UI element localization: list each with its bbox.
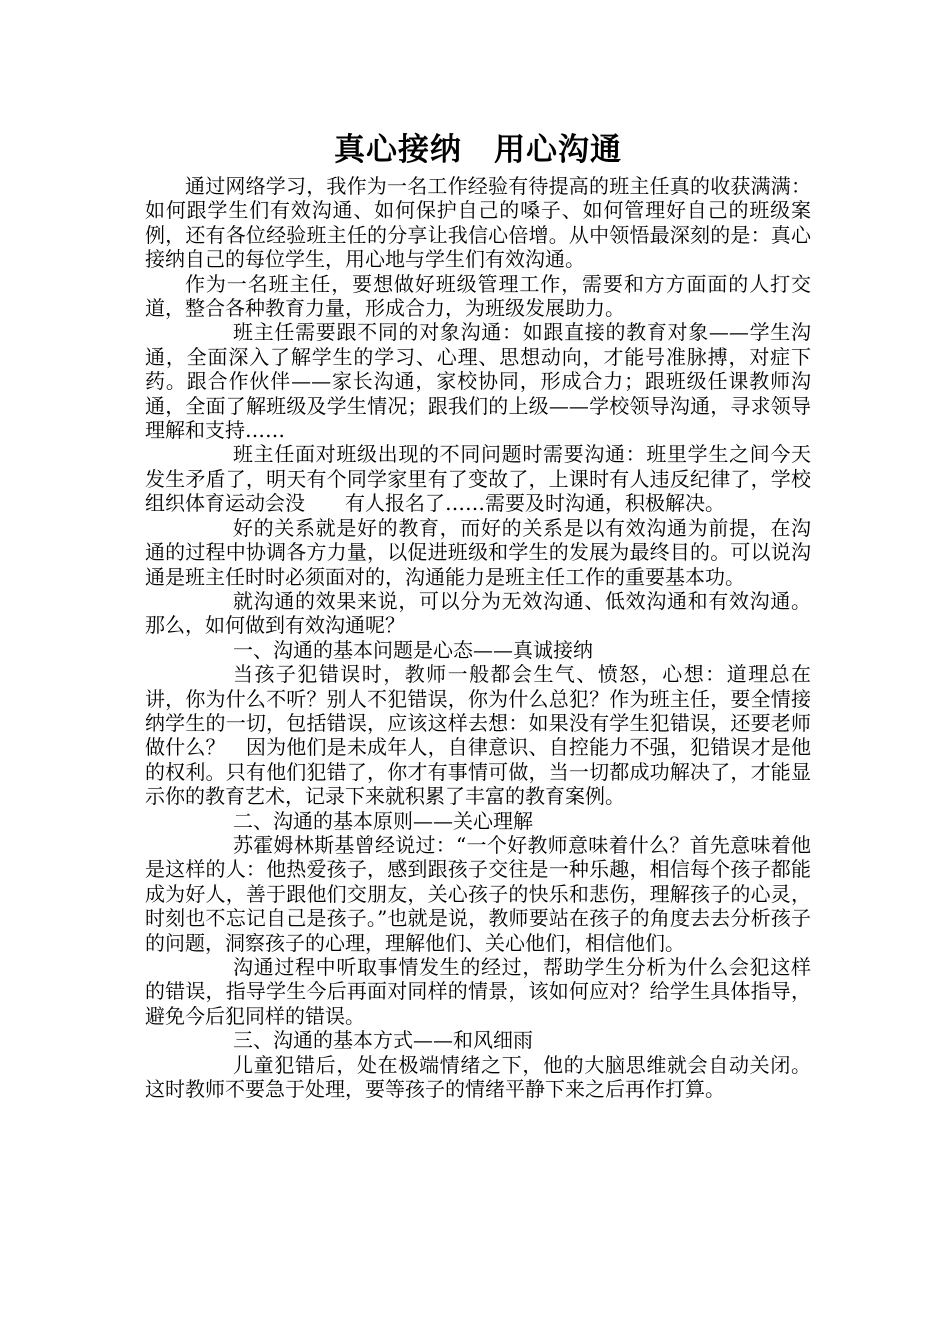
paragraph: 就沟通的效果来说，可以分为无效沟通、低效沟通和有效沟通。那么，如何做到有效沟通呢？ (145, 588, 811, 638)
paragraph: 苏霍姆林斯基曾经说过：“一个好教师意味着什么？首先意味着他是这样的人：他热爱孩子，感到跟孩子交往是一种乐趣，相信每个孩子都能成为好人，善于跟他们交朋友，关心孩子的快乐和悲伤，理解孩子的心灵，时刻也不忘记自己是孩子。”也就是说，教师要站在孩子的角度去去分析孩子的问题，洞察孩子的心理，理解他们、关心他们，相信他们。 (145, 832, 811, 955)
paragraph: 通过网络学习，我作为一名工作经验有待提高的班主任真的收获满满：如何跟学生们有效沟通、如何保护自己的嗓子、如何管理好自己的班级案例，还有各位经验班主任的分享让我信心倍增。从中领悟最深刻的是：真心接纳自己的每位学生，用心地与学生们有效沟通。 (145, 174, 811, 272)
paragraph: 班主任需要跟不同的对象沟通：如跟直接的教育对象——学生沟通，全面深入了解学生的学习、心理、思想动向，才能号准脉搏，对症下药。跟合作伙伴——家长沟通，家校协同，形成合力；跟班级任课教师沟通，全面了解班级及学生情况；跟我们的上级——学校领导沟通，寻求领导理解和支持…… (145, 320, 811, 443)
paragraph: 一、沟通的基本问题是心态——真诚接纳 (233, 637, 593, 662)
paragraph: 二、沟通的基本原则——关心理解 (233, 808, 533, 833)
paragraph: 三、沟通的基本方式——和风细雨 (233, 1028, 533, 1053)
paragraph: 儿童犯错后，处在极端情绪之下，他的大脑思维就会自动关闭。这时教师不要急于处理，要等孩子的情绪平静下来之后再作打算。 (145, 1052, 811, 1102)
paragraph: 作为一名班主任，要想做好班级管理工作，需要和方方面面的人打交道，整合各种教育力量，形成合力，为班级发展助力。 (145, 271, 811, 321)
document-body (145, 174, 811, 1101)
paragraph: 沟通过程中听取事情发生的经过，帮助学生分析为什么会犯这样的错误，指导学生今后再面对同样的情景，该如何应对？给学生具体指导，避免今后犯同样的错误。 (145, 955, 811, 1028)
paragraph: 好的关系就是好的教育，而好的关系是以有效沟通为前提，在沟通的过程中协调各方力量，以促进班级和学生的发展为最终目的。可以说沟通是班主任时时必须面对的，沟通能力是班主任工作的重要基本功。 (145, 515, 811, 589)
document-title: 真心接纳 用心沟通 (334, 132, 622, 168)
document-page (145, 128, 811, 1101)
paragraph: 班主任面对班级出现的不同问题时需要沟通：班里学生之间今天发生矛盾了，明天有个同学家里有了变故了，上课时有人违反纪律了，学校组织体育运动会没 有人报名了……需要及时沟通，积极解决。 (145, 442, 811, 516)
paragraph: 当孩子犯错误时，教师一般都会生气、愤怒，心想：道理总在讲，你为什么不听？别人不犯错误，你为什么总犯？作为班主任，要全情接纳学生的一切，包括错误，应该这样去想：如果没有学生犯错误，还要老师做什么？ 因为他们是未成年人，自律意识、自控能力不强，犯错误才是他的权利。只有他们犯错了，你才有事情可做，当一切都成功解决了，才能显示你的教育艺术，记录下来就积累了丰富的教育案例。 (145, 662, 811, 809)
